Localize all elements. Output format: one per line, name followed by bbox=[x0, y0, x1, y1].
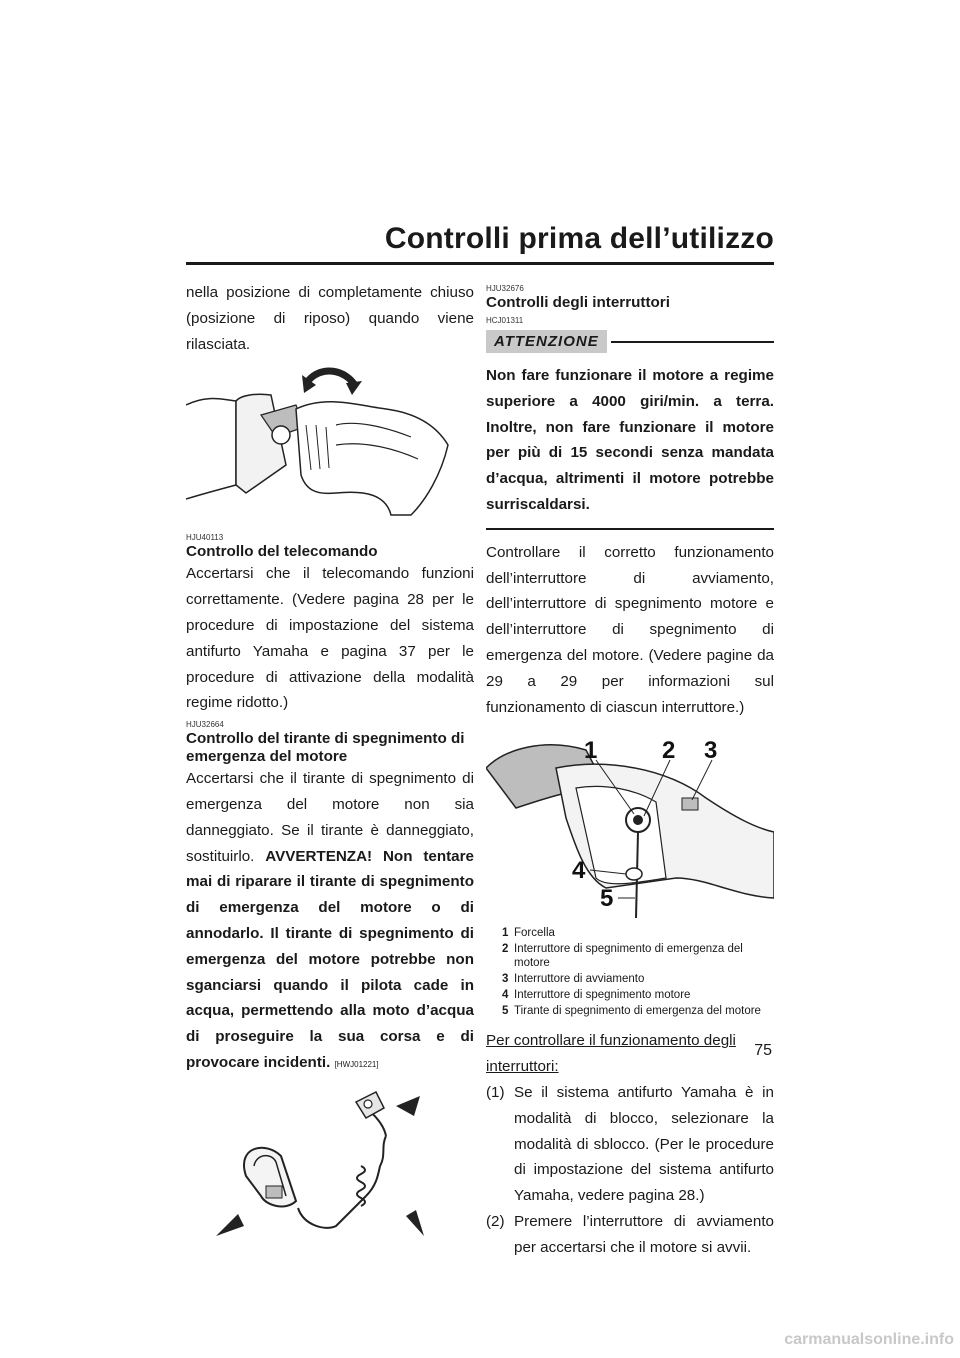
section-code: HJU32676 bbox=[486, 284, 524, 293]
procedure-step: (1) Se il sistema antifurto Yamaha è in modalità di blocco, selezionare la modalità di sblocco. (Per le procedure di impostazione del sistema antifurto Yamaha, vedere pagina 28.) bbox=[486, 1083, 774, 1205]
legend-item: 3 Interruttore di avviamento bbox=[502, 973, 645, 986]
section-code: HJU32664 bbox=[186, 720, 224, 730]
remote-paragraph: Accertarsi che il telecomando funzioni correttamente. (Vedere pagina 28 per le procedure di impostazione del sistema antifurto Yamaha e pagina 37 per le procedure di attivazione della modalità regime ridotto.) bbox=[186, 565, 474, 712]
caution-code: HCJ01311 bbox=[486, 316, 524, 325]
section-code: HJU40113 bbox=[186, 533, 224, 543]
handlebar-switch-illustration bbox=[486, 728, 774, 918]
figure-legend bbox=[502, 926, 774, 1018]
title-rule bbox=[186, 262, 774, 265]
warning-text: AVVERTENZA! Non tentare mai di riparare il tirante di spegnimento di emergenza del motore o di annodarlo. Il tirante di spegnimento di emergenza del motore potrebbe non sganciarsi quando il pilota cade in acqua, permettendo alla moto d’acqua di proseguire la sua corsa e di provocare incidenti. bbox=[186, 847, 474, 1071]
switches-paragraph: Controllare il corretto funzionamento dell’interruttore di avviamento, dell’interruttore di spegnimento motore e dell’interruttore di spegnimento di emergenza del motore. (Vedere pagine da 29 a 29 per informazioni sul funzionamento di ciascun interruttore.) bbox=[486, 543, 774, 716]
lanyard-illustration bbox=[186, 1086, 474, 1266]
callout-4: 4 bbox=[572, 857, 586, 885]
page-title: Controlli prima dell’utilizzo bbox=[384, 222, 774, 255]
lanyard-paragraph bbox=[186, 766, 474, 1078]
callout-3: 3 bbox=[704, 737, 718, 765]
callout-2: 2 bbox=[662, 737, 676, 765]
throttle-lever-illustration bbox=[186, 365, 474, 525]
section-heading-lanyard: Controllo del tirante di spegnimento di emergenza del motore bbox=[186, 730, 465, 766]
callout-5: 5 bbox=[600, 885, 614, 913]
lanyard-body: Accertarsi che il tirante di spegnimento di emergenza del motore non sia danneggiato. Se il tirante è danneggiato, sostituirlo. bbox=[186, 770, 474, 865]
right-column bbox=[486, 280, 774, 1261]
caution-label: ATTENZIONE bbox=[486, 330, 607, 353]
section-heading-remote: Controllo del telecomando bbox=[186, 543, 378, 561]
intro-paragraph: nella posizione di completamente chiuso (posizione di riposo) quando viene rilasciata. bbox=[186, 284, 474, 353]
watermark: carmanualsonline.info bbox=[784, 1331, 954, 1348]
section-heading-switches: Controlli degli interruttori bbox=[486, 294, 670, 311]
legend-item: 1 Forcella bbox=[502, 927, 555, 940]
procedure-step: (2) Premere l’interruttore di avviamento per accertarsi che il motore si avvii. bbox=[486, 1212, 774, 1256]
legend-item: 4 Interruttore di spegnimento motore bbox=[502, 989, 691, 1002]
page-number: 75 bbox=[754, 1042, 772, 1059]
warning-code: [HWJ01221] bbox=[334, 1059, 379, 1069]
callout-1: 1 bbox=[584, 737, 598, 765]
caution-header bbox=[486, 330, 774, 353]
caution-rule bbox=[611, 341, 774, 343]
procedure-title: Per controllare il funzionamento degli interruttori: bbox=[486, 1032, 736, 1076]
legend-item: 5 Tirante di spegnimento di emergenza del motore bbox=[502, 1005, 761, 1018]
left-column bbox=[186, 280, 474, 1274]
caution-text: Non fare funzionare il motore a regime superiore a 4000 giri/min. a terra. Inoltre, non fare funzionare il motore per più di 15 secondi senza mandata d’acqua, altrimenti il motore potrebbe surriscaldarsi. bbox=[486, 367, 774, 513]
legend-item: 2 Interruttore di spegnimento di emergenza del motore bbox=[502, 943, 743, 970]
caution-end-rule bbox=[486, 528, 774, 530]
